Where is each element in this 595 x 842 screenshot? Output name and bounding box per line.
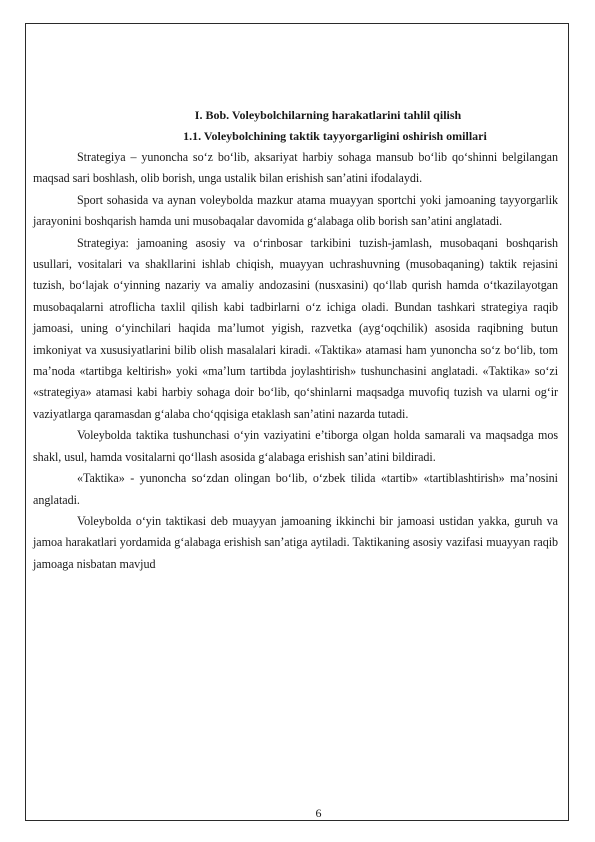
section-heading: 1.1. Voleybolchining taktik tayyorgarligini oshirish omillari	[183, 129, 487, 143]
paragraph-game-tactics: Voleybolda o‘yin taktikasi deb muayyan jamoaning ikkinchi bir jamoasi ustidan yakka, guruh va jamoa harakatlari yordamida g‘alabaga erishish san’atiga aytiladi. Taktikaning asosiy vazifasi muayyan raqib jamoaga nisbatan mavjud	[33, 513, 558, 571]
paragraph-tactics-meaning: «Taktika» - yunoncha so‘zdan olingan bo‘lib, o‘zbek tilida «tartib» «tartiblashtirish» ma’nosini anglatadi.	[33, 471, 558, 507]
chapter-heading: I. Bob. Voleybolchilarning harakatlarini tahlil qilish	[194, 108, 462, 122]
paragraph-sport-strategy: Sport sohasida va aynan voleybolda mazkur atama muayyan sportchi yoki jamoaning tayyorgarlik jarayonini boshqarish hamda uni musobaqalar davomida g‘alabaga olib borish san’atini anglatadi.	[33, 192, 558, 229]
page-number: 6	[315, 806, 322, 820]
paragraph-strategy-components: Strategiya: jamoaning asosiy va o‘rinbosar tarkibini tuzish-jamlash, musobaqani boshqarish usullari, vositalari va shakllarini ishlab chiqish, muayyan uchrashuvning (musobaqaning) taktik rejasini tuzish, bo‘lajak o‘yinning nazariy va amaliy andozasini (nusxasini) qo‘llab qurish hamda o‘tkazilayotgan musobaqalarni atroflicha taxlil qilish kabi tadbirlarni o‘z ichiga oladi. Bundan tashkari strategiya raqib jamoasi, uning o‘yinchilari haqida ma’lumot yigish, razvetka (ayg‘oqchilik) asosida raqibning butun imkoniyat va xususiyatlarini bilib olish masalalari kiradi. «Taktika» atamasi ham yunoncha so‘z bo‘lib, tom ma’noda «tartibga keltirish» yoki «ma’lum tartibda joylashtirish» tushunchasini anglatadi. «Taktika» so‘zi «strategiya» atamasi kabi harbiy sohaga doir bo‘lib, qo‘shinlarni maqsadga muvofiq tuzish va ularni og‘ir vaziyatlarga qaramasdan g‘alaba cho‘qqisiga etaklash san’atini nazarda tutadi.	[33, 235, 558, 421]
paragraph-volleyball-tactics: Voleybolda taktika tushunchasi o‘yin vaziyatini e’tiborga olgan holda samarali va maqsadga mos shakl, usul, hamda vositalarni qo‘llash asosida g‘alabaga erishish san’atini bildiradi.	[33, 428, 558, 464]
paragraph-strategy-definition: Strategiya – yunoncha so‘z bo‘lib, aksariyat harbiy sohaga mansub bo‘lib qo‘shinni belgilangan maqsad sari boshlash, olib borish, unga ustalik bilan erishish san’atini ifodalaydi.	[33, 150, 558, 186]
page-content	[33, 105, 558, 575]
